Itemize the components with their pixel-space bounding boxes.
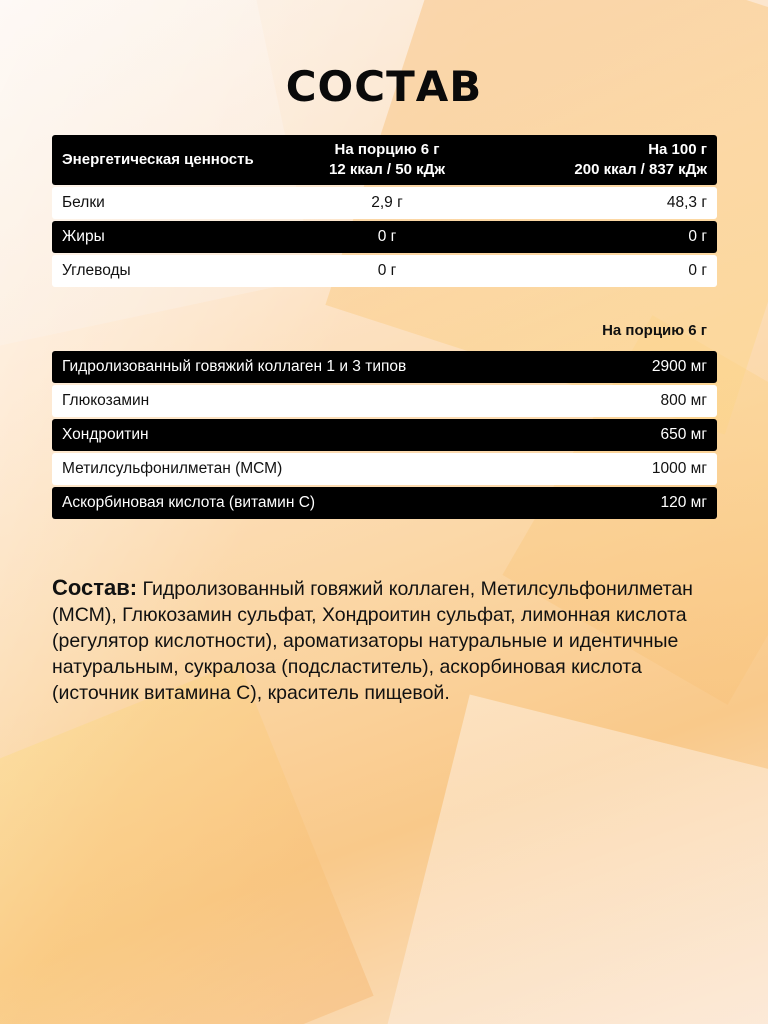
nutrition-table-header [52,135,717,185]
table-row [52,255,717,287]
table-row [52,487,717,519]
nutrition-table [52,135,717,287]
row-name: Жиры [62,228,105,245]
ingredients-caption: На порцию 6 г [602,322,707,339]
header-per-serving: На порцию 6 г 12 ккал / 50 кДж [329,141,445,178]
row-per-100g: 48,3 г [666,194,707,211]
header-per-100g: На 100 г 200 ккал / 837 кДж [574,141,707,178]
bg-shard [0,662,374,1024]
row-per-serving: 0 г [377,262,397,279]
table-row [52,221,717,253]
ingredient-name: Аскорбиновая кислота (витамин С) [62,494,316,511]
row-per-100g: 0 г [688,262,707,279]
table-row [52,187,717,219]
row-per-100g: 0 г [688,228,707,245]
row-name: Белки [62,194,105,211]
ingredient-amount: 1000 мг [651,460,707,477]
page-title: СОСТАВ [285,62,483,111]
ingredient-name: Хондроитин [62,426,149,443]
ingredient-name: Гидролизованный говяжий коллаген 1 и 3 типов [62,358,407,375]
ingredient-amount: 800 мг [660,392,707,409]
table-row [52,419,717,451]
table-row [52,385,717,417]
composition-text: Гидролизованный говяжий коллаген, Метилсульфонилметан (МСМ), Глюкозамин сульфат, Хондроитин сульфат, лимонная кислота (регулятор кислотности), ароматизаторы натуральные и идентичные натуральным, сукралоза (подсластитель), аскорбиновая кислота (источник витамина С), краситель пищевой. [52,578,693,704]
row-per-serving: 2,9 г [371,194,403,211]
header-energy: Энергетическая ценность [62,151,254,168]
composition-paragraph [52,575,732,706]
row-per-serving: 0 г [377,228,397,245]
composition-label: Состав: [52,575,138,600]
ingredient-amount: 650 мг [660,426,707,443]
ingredient-name: Метилсульфонилметан (МСМ) [62,460,283,477]
bg-shard [383,695,768,1024]
table-row [52,351,717,383]
row-name: Углеводы [62,262,131,279]
ingredients-table [52,351,717,519]
ingredient-name: Глюкозамин [62,392,150,409]
ingredient-amount: 120 мг [660,494,707,511]
table-row [52,453,717,485]
ingredient-amount: 2900 мг [651,358,707,375]
